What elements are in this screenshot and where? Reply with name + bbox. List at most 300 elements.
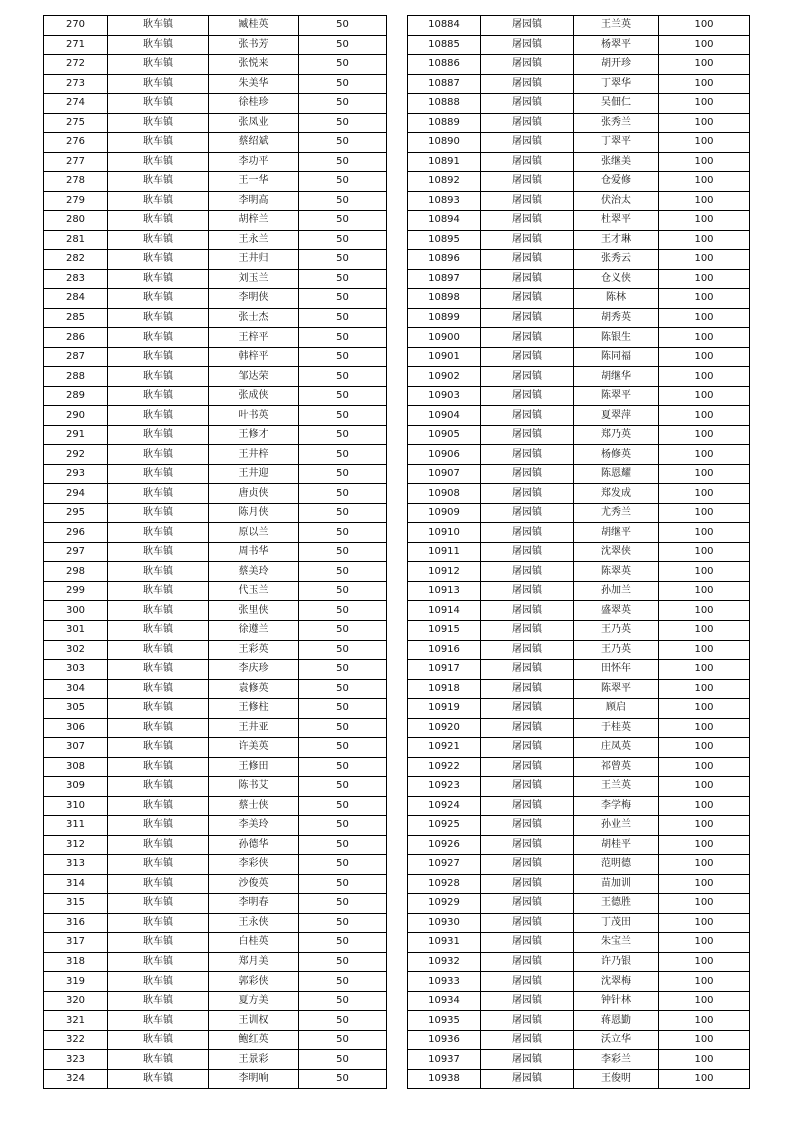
town-cell: 屠园镇 [481,699,574,719]
row-number-cell: 10916 [408,640,481,660]
name-cell: 于桂英 [574,718,659,738]
town-cell: 耿车镇 [108,796,209,816]
town-cell: 耿车镇 [108,172,209,192]
row-number-cell: 311 [44,816,108,836]
table-row [408,894,750,914]
name-cell: 朱宝兰 [574,933,659,953]
town-cell: 屠园镇 [481,35,574,55]
table-row [44,933,387,953]
name-cell: 张秀云 [574,250,659,270]
amount-cell: 100 [659,1011,750,1031]
town-cell: 耿车镇 [108,367,209,387]
town-cell: 耿车镇 [108,386,209,406]
amount-cell: 50 [299,328,387,348]
name-cell: 沙俊英 [209,874,299,894]
amount-cell: 50 [299,386,387,406]
town-cell: 耿车镇 [108,738,209,758]
table-row [408,94,750,114]
amount-cell: 50 [299,445,387,465]
table-row [408,328,750,348]
table-row [408,620,750,640]
amount-cell: 100 [659,1030,750,1050]
town-cell: 屠园镇 [481,933,574,953]
amount-cell: 100 [659,1069,750,1089]
name-cell: 王井归 [209,250,299,270]
town-cell: 耿车镇 [108,1030,209,1050]
amount-cell: 100 [659,601,750,621]
name-cell: 杨翠平 [574,35,659,55]
name-cell: 张成侠 [209,386,299,406]
town-cell: 屠园镇 [481,972,574,992]
table-row [44,620,387,640]
table-row [408,581,750,601]
town-cell: 屠园镇 [481,1069,574,1089]
amount-cell: 50 [299,230,387,250]
table-row [44,425,387,445]
name-cell: 郭彩侠 [209,972,299,992]
name-cell: 徐遵兰 [209,620,299,640]
name-cell: 张士杰 [209,308,299,328]
town-cell: 屠园镇 [481,269,574,289]
name-cell: 蔡美玲 [209,562,299,582]
row-number-cell: 324 [44,1069,108,1089]
table-row [44,484,387,504]
row-number-cell: 10889 [408,113,481,133]
row-number-cell: 319 [44,972,108,992]
row-number-cell: 10908 [408,484,481,504]
amount-cell: 50 [299,133,387,153]
table-row [408,406,750,426]
table-row [44,991,387,1011]
row-number-cell: 10884 [408,16,481,36]
row-number-cell: 10914 [408,601,481,621]
town-cell: 耿车镇 [108,991,209,1011]
name-cell: 白桂英 [209,933,299,953]
amount-cell: 100 [659,16,750,36]
row-number-cell: 10898 [408,289,481,309]
amount-cell: 50 [299,503,387,523]
amount-cell: 100 [659,581,750,601]
row-number-cell: 288 [44,367,108,387]
town-cell: 屠园镇 [481,620,574,640]
name-cell: 胡继华 [574,367,659,387]
name-cell: 王修田 [209,757,299,777]
name-cell: 李美玲 [209,816,299,836]
amount-cell: 100 [659,289,750,309]
row-number-cell: 272 [44,55,108,75]
amount-cell: 100 [659,445,750,465]
amount-cell: 50 [299,1030,387,1050]
amount-cell: 50 [299,777,387,797]
name-cell: 张继美 [574,152,659,172]
name-cell: 胡梓兰 [209,211,299,231]
table-row [44,718,387,738]
name-cell: 杜翠平 [574,211,659,231]
table-row [44,386,387,406]
town-cell: 耿车镇 [108,1069,209,1089]
town-cell: 屠园镇 [481,113,574,133]
town-cell: 屠园镇 [481,894,574,914]
town-cell: 屠园镇 [481,328,574,348]
table-row [408,133,750,153]
amount-cell: 100 [659,113,750,133]
row-number-cell: 275 [44,113,108,133]
town-cell: 耿车镇 [108,777,209,797]
row-number-cell: 10901 [408,347,481,367]
amount-cell: 50 [299,211,387,231]
name-cell: 李明响 [209,1069,299,1089]
amount-cell: 50 [299,894,387,914]
town-cell: 耿车镇 [108,328,209,348]
amount-cell: 100 [659,1050,750,1070]
table-row [44,113,387,133]
row-number-cell: 317 [44,933,108,953]
town-cell: 耿车镇 [108,133,209,153]
table-row [44,1050,387,1070]
name-cell: 王乃英 [574,620,659,640]
table-row [44,640,387,660]
row-number-cell: 320 [44,991,108,1011]
town-cell: 耿车镇 [108,835,209,855]
amount-cell: 50 [299,562,387,582]
table-row [408,211,750,231]
town-cell: 耿车镇 [108,406,209,426]
name-cell: 陈翠平 [574,386,659,406]
name-cell: 王井亚 [209,718,299,738]
table-row [408,308,750,328]
table-row [408,484,750,504]
name-cell: 李学梅 [574,796,659,816]
name-cell: 胡桂平 [574,835,659,855]
name-cell: 郑发成 [574,484,659,504]
row-number-cell: 10927 [408,855,481,875]
row-number-cell: 10919 [408,699,481,719]
amount-cell: 100 [659,347,750,367]
table-row [44,874,387,894]
amount-cell: 100 [659,933,750,953]
row-number-cell: 308 [44,757,108,777]
town-cell: 屠园镇 [481,991,574,1011]
name-cell: 李彩侠 [209,855,299,875]
town-cell: 屠园镇 [481,230,574,250]
row-number-cell: 273 [44,74,108,94]
row-number-cell: 296 [44,523,108,543]
amount-cell: 100 [659,425,750,445]
row-number-cell: 10893 [408,191,481,211]
amount-cell: 100 [659,874,750,894]
table-row [408,523,750,543]
table-row [408,972,750,992]
name-cell: 孙加兰 [574,581,659,601]
amount-cell: 50 [299,16,387,36]
name-cell: 徐桂珍 [209,94,299,114]
table-row [408,464,750,484]
town-cell: 屠园镇 [481,484,574,504]
amount-cell: 50 [299,347,387,367]
name-cell: 臧桂英 [209,16,299,36]
name-cell: 沈翠梅 [574,972,659,992]
row-number-cell: 10892 [408,172,481,192]
town-cell: 屠园镇 [481,601,574,621]
row-number-cell: 10887 [408,74,481,94]
table-row [44,816,387,836]
row-number-cell: 284 [44,289,108,309]
amount-cell: 50 [299,601,387,621]
town-cell: 屠园镇 [481,796,574,816]
row-number-cell: 277 [44,152,108,172]
row-number-cell: 10932 [408,952,481,972]
name-cell: 丁翠平 [574,133,659,153]
table-row [408,35,750,55]
row-number-cell: 309 [44,777,108,797]
town-cell: 耿车镇 [108,1011,209,1031]
name-cell: 代玉兰 [209,581,299,601]
row-number-cell: 10920 [408,718,481,738]
row-number-cell: 304 [44,679,108,699]
town-cell: 屠园镇 [481,952,574,972]
row-number-cell: 10890 [408,133,481,153]
row-number-cell: 294 [44,484,108,504]
name-cell: 陈翠英 [574,562,659,582]
amount-cell: 100 [659,777,750,797]
name-cell: 王修才 [209,425,299,445]
table-row [408,172,750,192]
row-number-cell: 318 [44,952,108,972]
name-cell: 伏治太 [574,191,659,211]
town-cell: 耿车镇 [108,894,209,914]
row-number-cell: 297 [44,542,108,562]
table-row [44,835,387,855]
row-number-cell: 270 [44,16,108,36]
row-number-cell: 10888 [408,94,481,114]
row-number-cell: 314 [44,874,108,894]
table-row [408,191,750,211]
town-cell: 耿车镇 [108,484,209,504]
amount-cell: 100 [659,620,750,640]
name-cell: 袁修英 [209,679,299,699]
row-number-cell: 10917 [408,660,481,680]
name-cell: 夏翠萍 [574,406,659,426]
town-cell: 屠园镇 [481,855,574,875]
amount-cell: 100 [659,406,750,426]
table-row [44,406,387,426]
row-number-cell: 279 [44,191,108,211]
amount-cell: 100 [659,796,750,816]
table-row [408,113,750,133]
row-number-cell: 10938 [408,1069,481,1089]
table-row [408,816,750,836]
amount-cell: 100 [659,894,750,914]
table-row [408,152,750,172]
table-row [408,55,750,75]
table-row [408,16,750,36]
town-cell: 耿车镇 [108,347,209,367]
row-number-cell: 10937 [408,1050,481,1070]
row-number-cell: 10918 [408,679,481,699]
amount-cell: 50 [299,74,387,94]
row-number-cell: 10935 [408,1011,481,1031]
name-cell: 王俊明 [574,1069,659,1089]
name-cell: 王梓平 [209,328,299,348]
town-cell: 屠园镇 [481,16,574,36]
town-cell: 耿车镇 [108,55,209,75]
table-row [408,991,750,1011]
name-cell: 丁翠华 [574,74,659,94]
name-cell: 范明德 [574,855,659,875]
town-cell: 屠园镇 [481,679,574,699]
town-cell: 耿车镇 [108,113,209,133]
table-row [44,972,387,992]
name-cell: 王兰英 [574,777,659,797]
town-cell: 耿车镇 [108,74,209,94]
town-cell: 屠园镇 [481,211,574,231]
amount-cell: 100 [659,679,750,699]
town-cell: 屠园镇 [481,172,574,192]
amount-cell: 100 [659,816,750,836]
town-cell: 屠园镇 [481,308,574,328]
table-row [408,1069,750,1089]
name-cell: 刘玉兰 [209,269,299,289]
amount-cell: 50 [299,1050,387,1070]
row-number-cell: 10900 [408,328,481,348]
name-cell: 陈翠平 [574,679,659,699]
town-cell: 耿车镇 [108,191,209,211]
table-row [408,562,750,582]
town-cell: 耿车镇 [108,913,209,933]
amount-cell: 50 [299,367,387,387]
row-number-cell: 291 [44,425,108,445]
name-cell: 张书芳 [209,35,299,55]
amount-cell: 100 [659,835,750,855]
row-number-cell: 290 [44,406,108,426]
name-cell: 李明高 [209,191,299,211]
town-cell: 屠园镇 [481,542,574,562]
table-row [408,601,750,621]
row-number-cell: 295 [44,503,108,523]
name-cell: 钟针林 [574,991,659,1011]
table-row [44,1069,387,1089]
row-number-cell: 10913 [408,581,481,601]
amount-cell: 50 [299,113,387,133]
row-number-cell: 10894 [408,211,481,231]
amount-cell: 100 [659,386,750,406]
town-cell: 耿车镇 [108,952,209,972]
name-cell: 张秀兰 [574,113,659,133]
row-number-cell: 287 [44,347,108,367]
amount-cell: 100 [659,230,750,250]
row-number-cell: 299 [44,581,108,601]
name-cell: 夏方美 [209,991,299,1011]
town-cell: 耿车镇 [108,211,209,231]
table-row [408,230,750,250]
name-cell: 王永侠 [209,913,299,933]
name-cell: 李明侠 [209,289,299,309]
table-row [408,874,750,894]
amount-cell: 100 [659,718,750,738]
name-cell: 杨修英 [574,445,659,465]
town-cell: 耿车镇 [108,289,209,309]
amount-cell: 50 [299,542,387,562]
row-number-cell: 10904 [408,406,481,426]
amount-cell: 50 [299,699,387,719]
town-cell: 耿车镇 [108,816,209,836]
table-row [408,250,750,270]
town-cell: 耿车镇 [108,425,209,445]
name-cell: 胡开珍 [574,55,659,75]
name-cell: 朱美华 [209,74,299,94]
town-cell: 屠园镇 [481,874,574,894]
table-row [44,1011,387,1031]
table-row [44,94,387,114]
row-number-cell: 10912 [408,562,481,582]
row-number-cell: 10923 [408,777,481,797]
row-number-cell: 321 [44,1011,108,1031]
row-number-cell: 310 [44,796,108,816]
amount-cell: 100 [659,172,750,192]
table-row [44,74,387,94]
name-cell: 张悦来 [209,55,299,75]
amount-cell: 50 [299,308,387,328]
amount-cell: 50 [299,757,387,777]
town-cell: 耿车镇 [108,660,209,680]
town-cell: 屠园镇 [481,464,574,484]
table-row [408,425,750,445]
name-cell: 王训权 [209,1011,299,1031]
row-number-cell: 10909 [408,503,481,523]
row-number-cell: 10934 [408,991,481,1011]
town-cell: 耿车镇 [108,1050,209,1070]
right-roster-table [407,15,750,1089]
town-cell: 耿车镇 [108,464,209,484]
amount-cell: 100 [659,328,750,348]
table-row [44,523,387,543]
row-number-cell: 282 [44,250,108,270]
row-number-cell: 10936 [408,1030,481,1050]
table-row [408,855,750,875]
town-cell: 耿车镇 [108,679,209,699]
table-row [44,1030,387,1050]
amount-cell: 50 [299,484,387,504]
town-cell: 屠园镇 [481,55,574,75]
town-cell: 屠园镇 [481,386,574,406]
table-row [408,660,750,680]
amount-cell: 50 [299,718,387,738]
town-cell: 耿车镇 [108,699,209,719]
row-number-cell: 10930 [408,913,481,933]
town-cell: 耿车镇 [108,308,209,328]
name-cell: 周书华 [209,542,299,562]
table-row [44,367,387,387]
town-cell: 耿车镇 [108,972,209,992]
table-row [408,679,750,699]
amount-cell: 50 [299,94,387,114]
row-number-cell: 278 [44,172,108,192]
right-roster-body [408,16,750,1089]
table-row [44,250,387,270]
amount-cell: 100 [659,250,750,270]
town-cell: 屠园镇 [481,406,574,426]
town-cell: 耿车镇 [108,855,209,875]
name-cell: 张凤业 [209,113,299,133]
table-row [44,445,387,465]
amount-cell: 50 [299,269,387,289]
table-row [408,738,750,758]
name-cell: 李庆珍 [209,660,299,680]
town-cell: 屠园镇 [481,1030,574,1050]
name-cell: 胡继平 [574,523,659,543]
amount-cell: 100 [659,991,750,1011]
town-cell: 耿车镇 [108,562,209,582]
